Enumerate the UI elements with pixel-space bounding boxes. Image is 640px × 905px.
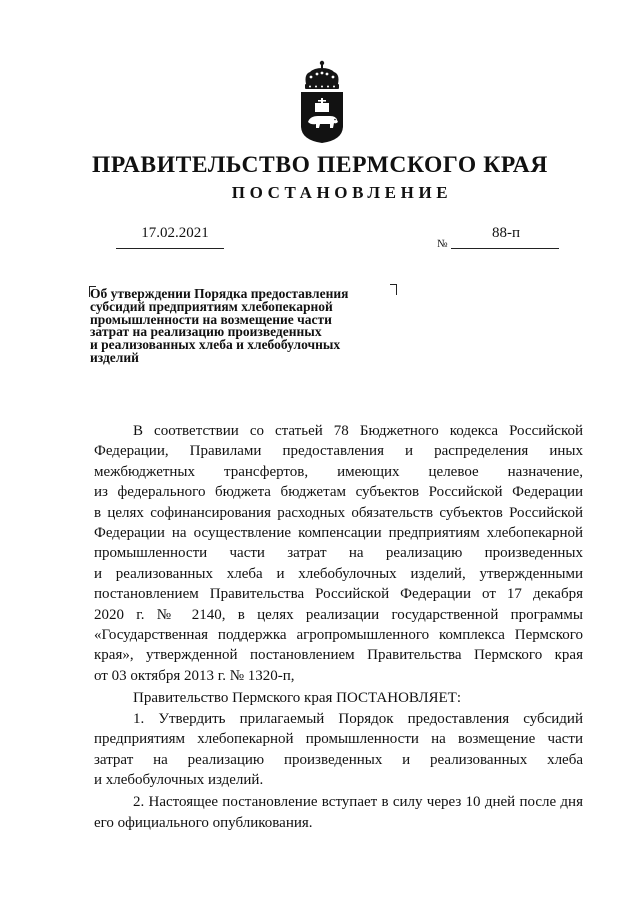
coat-of-arms-icon [298, 60, 346, 144]
title-line: изделий [90, 349, 139, 365]
title-bracket-left [89, 286, 96, 297]
number-field [437, 224, 559, 250]
text-line: края», утвержденной постановлением Правительства Пермского края [94, 647, 583, 664]
text-line: Правительство Пермского края ПОСТАНОВЛЯЕТ: [133, 690, 462, 707]
title-line: субсидий предприятиям хлебопекарной [90, 298, 333, 314]
document-title [90, 288, 390, 365]
text-line: межбюджетных трансфертов, имеющих целевое назначение, [94, 463, 583, 480]
text-line: постановлением Правительства Российской Федерации от 17 декабря [94, 586, 583, 603]
text-line: и реализованных хлеба и хлебобулочных изделий, утвержденными [94, 565, 583, 582]
text-line: В соответствии со статьей 78 Бюджетного кодекса Российской [133, 423, 583, 439]
text-line: и хлебобулочных изделий. [94, 771, 264, 788]
title-line: промышленности на возмещение части [90, 311, 332, 327]
date-field [116, 224, 224, 249]
text-line: от 03 октября 2013 г. № 1320-п, [94, 667, 295, 684]
number-sign: № [437, 238, 448, 250]
title-line: Об утверждении Порядка предоставления [90, 286, 349, 301]
text-line: 1. Утвердить прилагаемый Порядок предоставления субсидий [133, 710, 583, 727]
title-line: и реализованных хлеба и хлебобулочных [90, 337, 341, 353]
paragraph-item-2 [94, 792, 583, 833]
government-name: ПРАВИТЕЛЬСТВО ПЕРМСКОГО КРАЯ [92, 152, 548, 178]
date-value: 17.02.2021 [141, 225, 209, 241]
text-line: предприятиям хлебопекарной промышленности на возмещение части [94, 731, 583, 748]
paragraph-item-1 [94, 709, 583, 791]
text-line: из федерального бюджета бюджетам субъектов Российской Федерации [94, 484, 583, 501]
number-value: 88-п [491, 225, 521, 241]
text-line: 2020 г. № 2140, в целях реализации государственной программы [94, 606, 583, 623]
document-type: ПОСТАНОВЛЕНИЕ [231, 183, 453, 202]
text-line: его официального опубликования. [94, 814, 313, 831]
document-body [94, 421, 583, 833]
number-underline [451, 248, 559, 249]
text-line: Федерации, Правилами предоставления и распределения иных [94, 443, 583, 460]
paragraph-resolves [94, 688, 583, 708]
text-line: затрат на реализацию произведенных и реализованных хлеба [94, 751, 583, 768]
text-line: промышленности части затрат на реализацию произведенных [94, 545, 583, 562]
title-bracket-right [390, 284, 397, 295]
text-line: «Государственная поддержка агропромышленного комплекса Пермского [94, 627, 583, 644]
paragraph-preamble [94, 421, 583, 686]
text-line: в целях софинансирования расходных обязательств субъектов Российской [94, 504, 583, 521]
date-underline [116, 248, 224, 249]
title-line: затрат на реализацию произведенных [90, 324, 322, 340]
text-line: 2. Настоящее постановление вступает в силу через 10 дней после дня [133, 794, 583, 811]
text-line: Федерации на осуществление компенсации предприятиям хлебопекарной [94, 525, 583, 542]
